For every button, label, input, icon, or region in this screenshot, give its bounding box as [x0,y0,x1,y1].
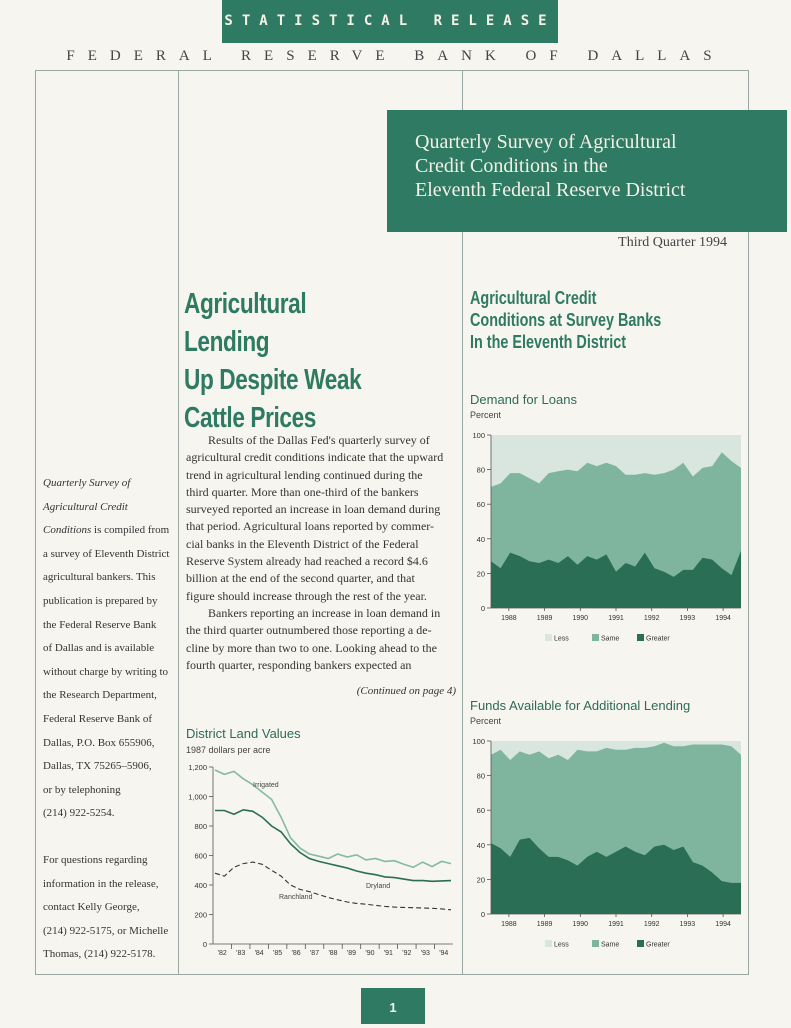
body-line: surveyed reported an increase in loan demand during [186,502,441,517]
funds-legend-swatch [637,940,644,947]
sidebar-line: (214) 922-5175, or Michelle [43,924,169,937]
demand-y-tick-label: 0 [480,604,485,613]
land-x-tick-label: '93 [420,950,430,957]
demand-y-tick-label: 80 [476,465,485,475]
demand-x-tick-label: 1993 [679,615,696,622]
funds-legend-swatch [592,940,599,947]
statistical-release-banner: STATISTICAL RELEASE [222,0,558,43]
subhead-line-2: Conditions at Survey Banks [470,310,662,330]
title-line-1: Quarterly Survey of Agricultural [415,131,677,153]
land-y-tick-label: 0 [202,940,207,949]
land-dryland-label: Dryland [366,883,391,890]
land-x-tick-label: '87 [309,950,320,957]
sidebar-line: a survey of Eleventh District [43,547,170,560]
funds-x-tick-label: 1994 [715,921,731,928]
sidebar-line: contact Kelly George, [43,901,140,914]
body-line: trend in agricultural lending continued during the [186,467,423,482]
body-line: figure should increase through the rest of the year. [186,588,427,603]
demand-legend-label: Less [554,635,569,643]
body-line: agricultural credit conditions indicate that the upward [186,450,444,465]
title-line-3: Eleventh Federal Reserve District [415,179,686,201]
charts-section-heading [470,287,710,353]
funds-available-chart [465,736,755,961]
district-land-values-chart [183,760,459,960]
subhead-line-3: In the Eleventh District [470,332,627,352]
funds-x-tick-label: 1988 [501,921,517,928]
subhead-line-1: Agricultural Credit [470,288,597,308]
funds-y-tick-label: 60 [476,806,485,816]
sidebar-line: Thomas, (214) 922-5178. [43,948,156,961]
funds-y-tick-label: 80 [476,771,485,781]
body-line: Bankers reporting an increase in loan demand in [208,605,441,620]
demand-for-loans-chart [465,430,755,655]
funds-x-tick-label: 1989 [536,921,553,928]
article-headline [184,285,395,437]
land-y-tick-label: 800 [194,822,207,831]
publication-title [387,110,787,232]
sidebar-line: without charge by writing to [43,665,169,678]
page-number: 1 [361,988,425,1024]
funds-chart-title: Funds Available for Additional Lending [470,698,691,713]
sidebar-line: Quarterly Survey of [43,477,131,489]
sidebar-line: Agricultural Credit [43,500,128,513]
sidebar-line [43,519,171,543]
demand-chart-unit: Percent [470,410,502,420]
article-paragraph-2 [186,605,454,674]
sidebar-info [43,472,171,967]
land-x-tick-label: '88 [328,950,338,957]
land-x-tick-label: '83 [236,950,246,957]
funds-chart-unit: Percent [470,716,502,726]
sidebar-italic-text: Conditions [43,524,92,537]
funds-x-tick-label: 1991 [608,921,624,928]
sidebar-line: (214) 922-5254. [43,807,115,820]
funds-legend-label: Less [554,941,569,949]
headline-line-2: Up Despite Weak [184,364,362,396]
body-line: fourth quarter, responding bankers expected an [186,657,412,672]
funds-legend-label: Same [601,941,620,949]
body-line: cial banks in the Eleventh District of the Federal [186,536,419,551]
body-line: Results of the Dallas Fed's quarterly survey of [208,433,430,447]
demand-x-tick-label: 1989 [536,615,553,622]
land-x-tick-label: '91 [383,950,393,957]
land-x-tick-label: '86 [291,950,301,957]
land-x-tick-label: '92 [402,950,412,957]
sidebar-line: information in the release, [43,877,159,890]
headline-line-1: Agricultural Lending [184,288,307,358]
land-irrigated-line [215,770,451,867]
quarter-label: Third Quarter 1994 [618,235,727,250]
demand-legend-swatch [637,634,644,641]
funds-legend-swatch [545,940,552,947]
body-line: Reserve System already had reached a record $4.6 [186,554,428,569]
demand-x-tick-label: 1990 [572,615,589,622]
article-paragraph-1 [186,432,454,605]
body-line: that period. Agricultural loans reported by commer- [186,519,435,534]
demand-y-tick-label: 100 [472,431,485,440]
funds-x-tick-label: 1993 [679,921,696,928]
funds-y-tick-label: 100 [472,737,485,746]
demand-legend-label: Same [601,635,620,643]
body-line: billion at the end of the second quarter, and that [186,571,415,586]
funds-legend-label: Greater [646,941,670,949]
sidebar-line: of Dallas and is available [43,642,155,655]
funds-x-tick-label: 1992 [643,921,660,928]
land-ranchland-label: Ranchland [279,894,313,901]
land-y-tick-label: 200 [194,910,207,920]
demand-chart-title: Demand for Loans [470,392,577,407]
continued-note: (Continued on page 4) [356,685,456,697]
demand-legend-swatch [545,634,552,641]
demand-y-tick-label: 40 [476,534,485,544]
sidebar-line: Dallas, TX 75265–5906, [43,760,152,773]
land-y-tick-label: 400 [194,881,207,890]
land-ranchland-line [215,862,451,910]
land-chart-unit: 1987 dollars per acre [186,745,271,755]
land-y-tick-label: 600 [194,851,207,861]
demand-x-tick-label: 1991 [608,615,624,622]
sidebar-line: Dallas, P.O. Box 655906, [43,736,155,749]
body-line: third quarter. More than one-third of the bankers [186,484,419,499]
sidebar-line: agricultural bankers. This [43,571,156,584]
land-dryland-line [215,810,451,882]
sidebar-gap [43,826,171,849]
sidebar-line: the Federal Reserve Bank [43,618,157,631]
land-chart-title: District Land Values [186,726,301,741]
funds-x-tick-label: 1990 [572,921,589,928]
demand-x-tick-label: 1992 [643,615,660,622]
demand-y-tick-label: 60 [476,500,485,510]
land-irrigated-label: Irrigated [253,782,279,789]
demand-x-tick-label: 1988 [501,615,517,622]
title-line-2: Credit Conditions in the [415,155,608,177]
demand-legend-label: Greater [646,635,670,643]
sidebar-line: Federal Reserve Bank of [43,712,153,725]
land-x-tick-label: '89 [346,950,357,957]
land-x-tick-label: '94 [439,950,449,957]
bank-name: FEDERAL RESERVE BANK OF DALLAS [66,48,725,64]
demand-y-tick-label: 20 [476,569,485,579]
sidebar-line: or by telephoning [43,783,121,796]
sidebar-line: the Research Department, [43,689,157,702]
land-y-tick-label: 1,000 [188,792,207,802]
sidebar-line: publication is prepared by [43,594,158,607]
land-x-tick-label: '84 [254,950,264,957]
headline-line-3: Cattle Prices [184,402,316,434]
funds-y-tick-label: 0 [480,910,485,919]
demand-x-tick-label: 1994 [715,615,731,622]
article-body [186,432,454,674]
land-y-tick-label: 1,200 [188,763,207,772]
body-line: the third quarter outnumbered those reporting a de- [186,623,432,638]
sidebar-text: is compiled from [91,524,170,537]
land-x-tick-label: '90 [365,950,375,957]
body-line: cline by more than two to one. Looking ahead to the [186,640,437,655]
funds-y-tick-label: 40 [476,840,485,850]
column-divider-left [178,70,179,975]
sidebar-line: For questions regarding [43,853,148,866]
funds-y-tick-label: 20 [476,875,485,885]
land-x-tick-label: '82 [217,950,227,957]
land-x-tick-label: '85 [273,950,283,957]
demand-legend-swatch [592,634,599,641]
